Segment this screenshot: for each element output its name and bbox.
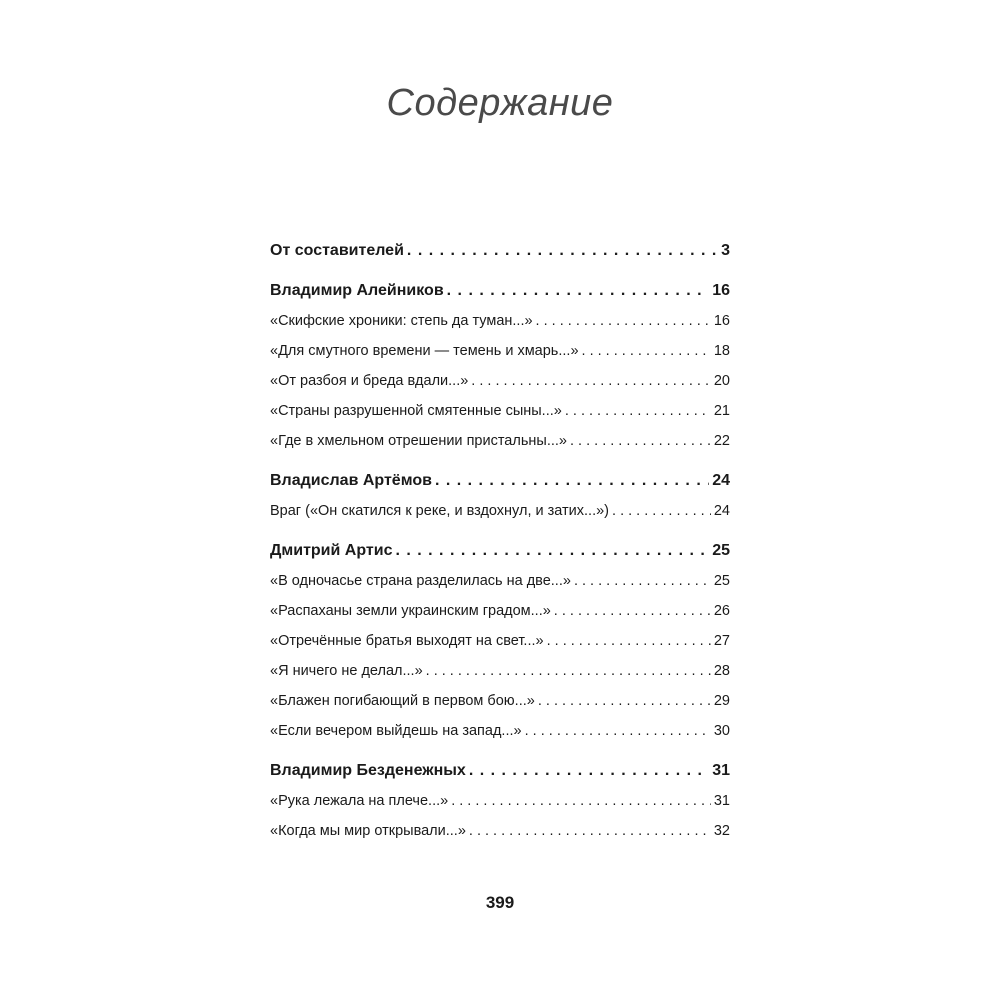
toc-author-name: Владимир Алейников: [270, 276, 444, 306]
toc-page-number: 29: [714, 686, 730, 716]
dot-leader: [469, 756, 709, 786]
toc-poem-entry[interactable]: [270, 816, 730, 846]
toc-poem-entry[interactable]: [270, 496, 730, 526]
toc-page-number: 22: [714, 426, 730, 456]
dot-leader: [469, 816, 711, 846]
toc-poem-entry[interactable]: [270, 626, 730, 656]
toc-author-entry[interactable]: [270, 756, 730, 786]
toc-author-entry[interactable]: [270, 536, 730, 566]
toc-page-number: 32: [714, 816, 730, 846]
toc-poem-title: «В одночасье страна разделилась на две...»: [270, 566, 571, 596]
toc-author-name: Дмитрий Артис: [270, 536, 392, 566]
toc-poem-title: «Скифские хроники: степь да туман...»: [270, 306, 533, 336]
toc-author-name: Владислав Артёмов: [270, 466, 432, 496]
toc-page-number: 31: [714, 786, 730, 816]
dot-leader: [582, 336, 711, 366]
dot-leader: [570, 426, 711, 456]
dot-leader: [435, 466, 709, 496]
toc-poem-title: «От разбоя и бреда вдали...»: [270, 366, 468, 396]
toc-poem-entry[interactable]: [270, 306, 730, 336]
dot-leader: [447, 276, 710, 306]
section-gap: [270, 266, 730, 276]
toc-poem-entry[interactable]: [270, 566, 730, 596]
dot-leader: [471, 366, 711, 396]
toc-page-number: 24: [712, 466, 730, 496]
toc-page-number: 24: [714, 496, 730, 526]
dot-leader: [536, 306, 711, 336]
toc-page-number: 27: [714, 626, 730, 656]
toc-poem-entry[interactable]: [270, 396, 730, 426]
toc-poem-entry[interactable]: [270, 686, 730, 716]
toc-poem-title: «Рука лежала на плече...»: [270, 786, 448, 816]
toc-poem-title: «Я ничего не делал...»: [270, 656, 423, 686]
toc-poem-entry[interactable]: [270, 336, 730, 366]
dot-leader: [565, 396, 711, 426]
toc-poem-title: «Распаханы земли украинским градом...»: [270, 596, 551, 626]
dot-leader: [554, 596, 711, 626]
toc-poem-entry[interactable]: [270, 596, 730, 626]
toc-page-number: 26: [714, 596, 730, 626]
toc-page-number: 16: [712, 276, 730, 306]
toc-poem-title: «Страны разрушенной смятенные сыны...»: [270, 396, 562, 426]
dot-leader: [574, 566, 711, 596]
toc-page-number: 3: [721, 236, 730, 266]
dot-leader: [525, 716, 711, 746]
toc-page-number: 21: [714, 396, 730, 426]
table-of-contents: [270, 236, 730, 846]
toc-page-number: 25: [712, 536, 730, 566]
dot-leader: [538, 686, 711, 716]
toc-author-name: Владимир Безденежных: [270, 756, 466, 786]
toc-poem-title: «Если вечером выйдешь на запад...»: [270, 716, 522, 746]
dot-leader: [547, 626, 711, 656]
dot-leader: [612, 496, 711, 526]
toc-poem-title: «Блажен погибающий в первом бою...»: [270, 686, 535, 716]
toc-page-number: 31: [712, 756, 730, 786]
toc-poem-title: «Отречённые братья выходят на свет...»: [270, 626, 544, 656]
section-gap: [270, 456, 730, 466]
toc-poem-entry[interactable]: [270, 366, 730, 396]
toc-author-name: От составителей: [270, 236, 404, 266]
toc-page-number: 18: [714, 336, 730, 366]
toc-page-number: 25: [714, 566, 730, 596]
toc-author-entry[interactable]: [270, 236, 730, 266]
section-gap: [270, 746, 730, 756]
toc-poem-entry[interactable]: [270, 426, 730, 456]
dot-leader: [451, 786, 711, 816]
toc-poem-title: Враг («Он скатился к реке, и вздохнул, и затих...»): [270, 496, 609, 526]
dot-leader: [407, 236, 718, 266]
toc-poem-title: «Для смутного времени — темень и хмарь...»: [270, 336, 579, 366]
toc-author-entry[interactable]: [270, 276, 730, 306]
toc-poem-entry[interactable]: [270, 656, 730, 686]
toc-poem-title: «Когда мы мир открывали...»: [270, 816, 466, 846]
page-title: Содержание: [386, 82, 614, 124]
section-gap: [270, 526, 730, 536]
toc-poem-entry[interactable]: [270, 716, 730, 746]
toc-page-number: 20: [714, 366, 730, 396]
toc-page-number: 30: [714, 716, 730, 746]
toc-poem-title: «Где в хмельном отрешении пристальны...»: [270, 426, 567, 456]
dot-leader: [395, 536, 709, 566]
page-number: 399: [485, 893, 515, 912]
dot-leader: [426, 656, 711, 686]
toc-page-number: 28: [714, 656, 730, 686]
toc-page-number: 16: [714, 306, 730, 336]
toc-poem-entry[interactable]: [270, 786, 730, 816]
toc-author-entry[interactable]: [270, 466, 730, 496]
